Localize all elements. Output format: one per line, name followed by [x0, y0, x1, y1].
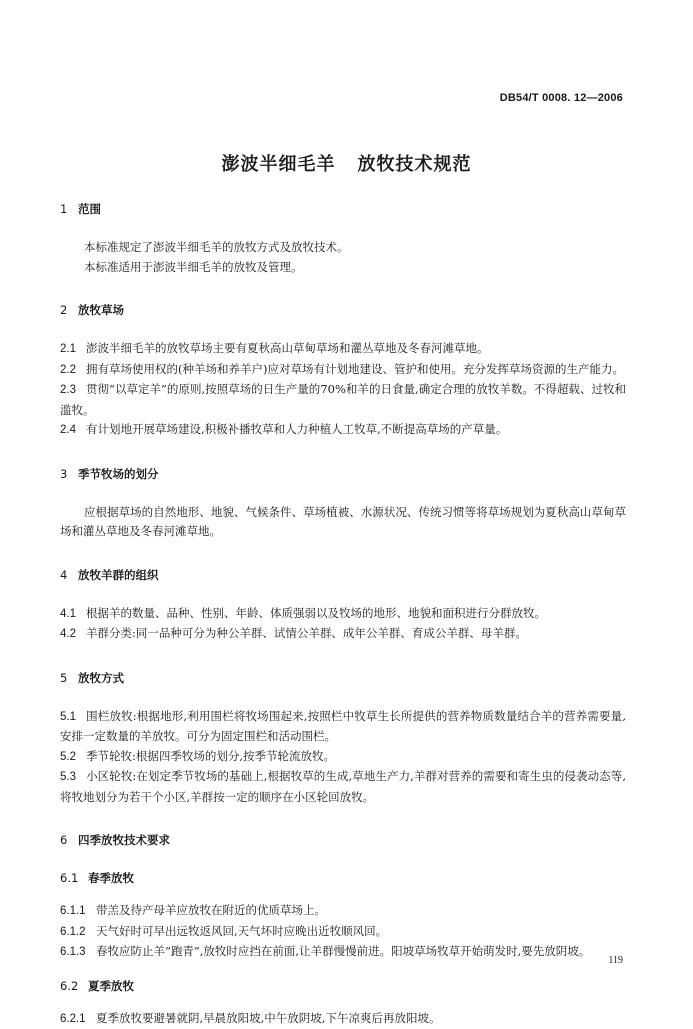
paragraph: 本标准适用于澎波半细毛羊的放牧及管理。: [60, 258, 626, 278]
section-number: 3: [60, 465, 78, 483]
clause-6-1-3: [60, 942, 626, 963]
clause-6-1-1: [60, 901, 626, 922]
section-number: 5: [60, 669, 78, 687]
clause-5-3: [60, 767, 626, 807]
section-title: 放牧羊群的组织: [78, 568, 159, 582]
section-number: 6: [60, 831, 78, 849]
clause-text: 春牧应防止羊“跑青”,放牧时应挡在前面,让羊群慢慢前进。阳坡草场牧草开始萌发时,要先放阴坡。: [96, 944, 590, 958]
section-number: 1: [60, 200, 78, 218]
clause-number: 6.1.1: [60, 902, 96, 922]
clause-number: 2.2: [60, 361, 86, 381]
subsection-title: 春季放牧: [88, 871, 134, 885]
clause-4-2: [60, 624, 626, 645]
subsection-number: 6.1: [60, 869, 88, 887]
clause-text: 带羔及待产母羊应放牧在附近的优质草场上。: [96, 903, 326, 917]
section-title: 季节牧场的划分: [78, 467, 159, 481]
clause-4-1: [60, 604, 626, 625]
document-title: [0, 150, 693, 176]
clause-5-2: [60, 747, 626, 768]
subsection-6-2-heading: [60, 977, 626, 995]
clause-number: 6.2.1: [60, 1010, 96, 1029]
clause-number: 5.3: [60, 768, 86, 788]
title-part-2: 放牧技术规范: [358, 154, 472, 175]
clause-text: 夏季放牧要避暑就阴,早晨放阳坡,中午放阴坡,下午凉爽后再放阳坡。: [96, 1011, 440, 1025]
section-3-heading: [60, 465, 626, 483]
clause-text: 围栏放牧:根据地形,利用围栏将牧场围起来,按照栏中牧草生长所提供的营养物质数量结合羊的营养需要量,安排一定数量的羊放牧。可分为固定围栏和活动围栏。: [60, 709, 626, 744]
paragraph: 应根据草场的自然地形、地貌、气候条件、草场植被、水源状况、传统习惯等将草场规划为夏秋高山草甸草场和灌丛草地及冬春河滩草地。: [60, 503, 626, 542]
page-number: 119: [608, 955, 623, 966]
section-number: 2: [60, 301, 78, 319]
clause-2-1: [60, 339, 626, 360]
section-title: 放牧方式: [78, 671, 124, 685]
clause-text: 澎波半细毛羊的放牧草场主要有夏秋高山草甸草场和灌丛草地及冬春河滩草地。: [86, 341, 489, 355]
clause-number: 5.1: [60, 708, 86, 728]
subsection-number: 6.2: [60, 977, 88, 995]
clause-text: 天气好时可早出远牧返风回,天气坏时应晚出近牧顺风回。: [96, 924, 387, 938]
clause-number: 5.2: [60, 748, 86, 768]
clause-2-3: [60, 380, 626, 420]
clause-text: 拥有草场使用权的(种羊场和养羊户)应对草场有计划地建设、管护和使用。充分发挥草场资源的生产能力。: [86, 362, 624, 376]
clause-6-2-1: [60, 1009, 626, 1029]
section-title: 范围: [78, 202, 101, 216]
clause-number: 2.3: [60, 381, 86, 401]
paragraph: 本标准规定了澎波半细毛羊的放牧方式及放牧技术。: [60, 238, 626, 258]
document-body: [60, 200, 626, 1029]
clause-text: 小区轮牧:在划定季节牧场的基础上,根据牧草的生成,草地生产力,羊群对营养的需要和寄生虫的侵袭动态等,将牧地划分为若干个小区,羊群按一定的顺序在小区轮回放牧。: [60, 769, 626, 804]
title-part-1: 澎波半细毛羊: [222, 154, 336, 175]
clause-2-4: [60, 420, 626, 441]
subsection-title: 夏季放牧: [88, 979, 134, 993]
clause-number: 6.1.3: [60, 943, 96, 963]
section-number: 4: [60, 566, 78, 584]
section-5-heading: [60, 669, 626, 687]
clause-number: 2.1: [60, 340, 86, 360]
subsection-6-1-heading: [60, 869, 626, 887]
clause-number: 4.2: [60, 625, 86, 645]
clause-text: 贯彻“以草定羊”的原则,按照草场的日生产量的70%和羊的日食量,确定合理的放牧羊数。不得超载、过牧和滥牧。: [60, 382, 626, 417]
clause-text: 有计划地开展草场建设,积极补播牧草和人力种植人工牧草,不断提高草场的产草量。: [86, 422, 507, 436]
clause-text: 季节轮牧:根据四季牧场的划分,按季节轮流放牧。: [86, 749, 335, 763]
clause-text: 根据羊的数量、品种、性别、年龄、体质强弱以及牧场的地形、地貌和面积进行分群放牧。: [86, 606, 546, 620]
clause-2-2: [60, 360, 626, 381]
clause-text: 羊群分类:同一品种可分为种公羊群、试情公羊群、成年公羊群、育成公羊群、母羊群。: [86, 626, 527, 640]
clause-number: 4.1: [60, 605, 86, 625]
section-title: 放牧草场: [78, 303, 124, 317]
clause-6-1-2: [60, 922, 626, 943]
section-4-heading: [60, 566, 626, 584]
section-2-heading: [60, 301, 626, 319]
clause-number: 6.1.2: [60, 923, 96, 943]
clause-number: 2.4: [60, 421, 86, 441]
clause-5-1: [60, 707, 626, 747]
section-6-heading: [60, 831, 626, 849]
standard-code: DB54/T 0008. 12—2006: [500, 92, 623, 104]
section-title: 四季放牧技术要求: [78, 833, 170, 847]
section-1-heading: [60, 200, 626, 218]
